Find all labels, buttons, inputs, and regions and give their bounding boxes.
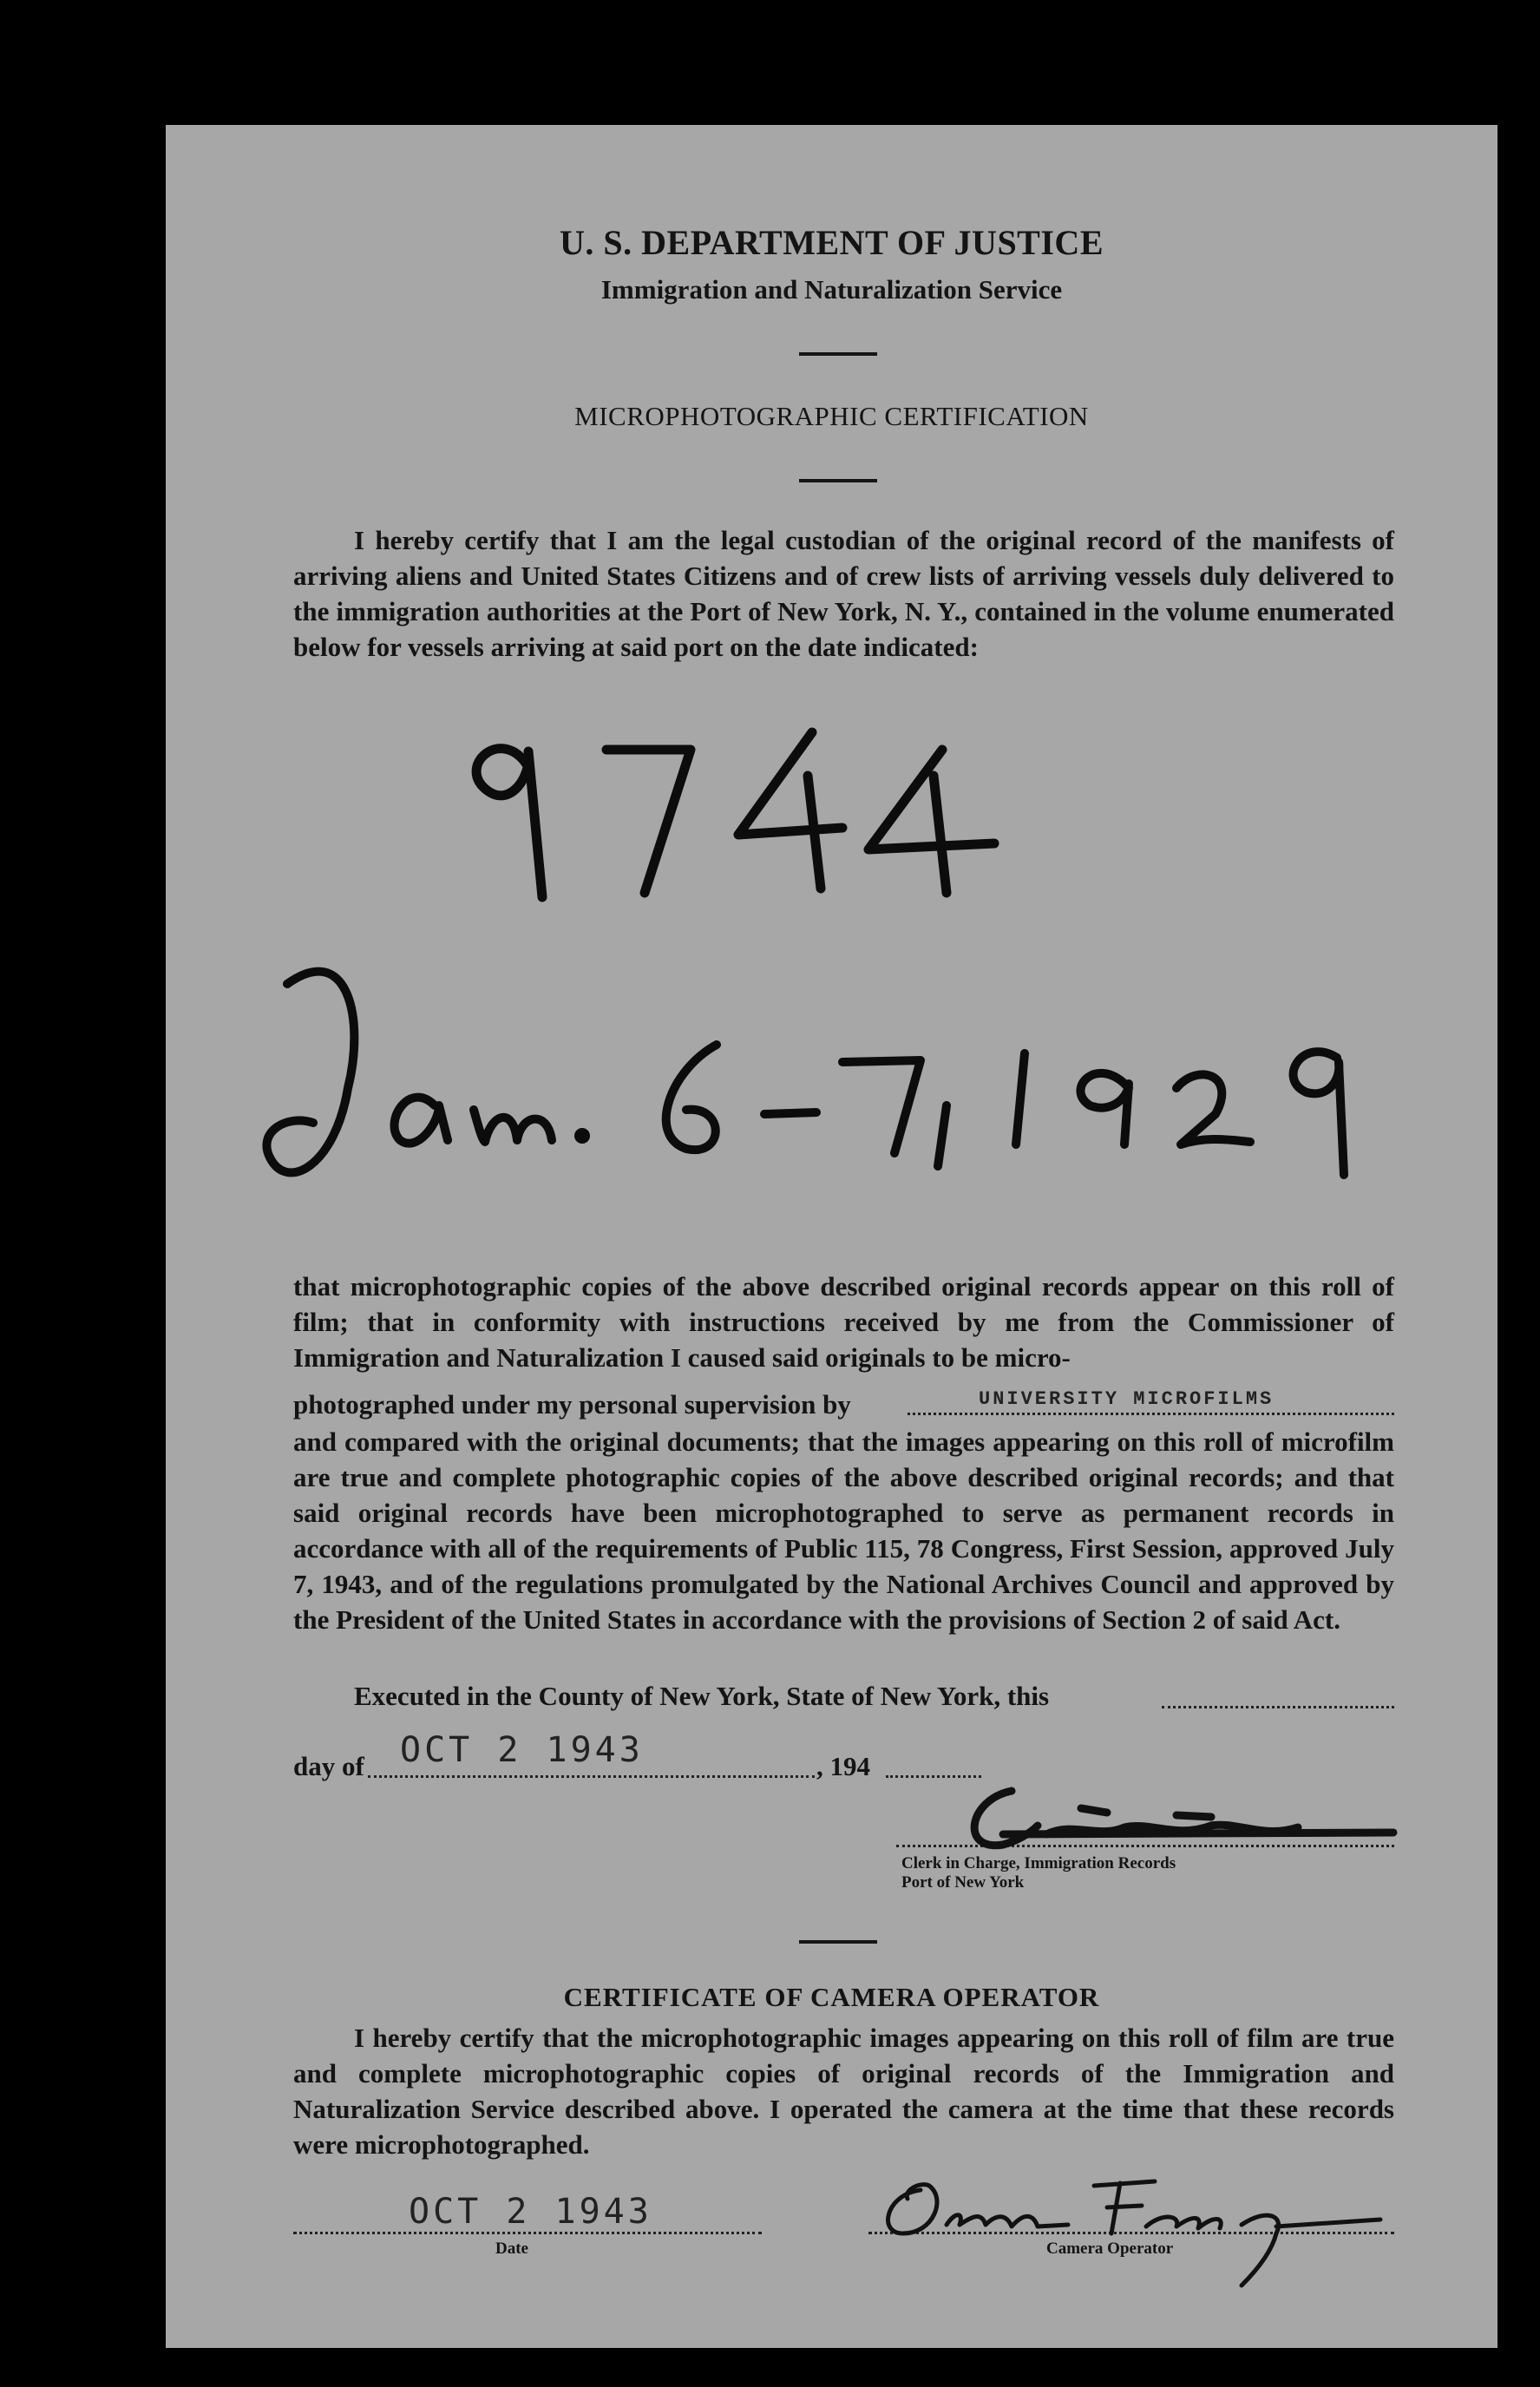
year-suffix: , 194 — [816, 1751, 870, 1781]
divider — [799, 479, 877, 482]
department-heading: U. S. DEPARTMENT OF JUSTICE — [560, 223, 1104, 262]
camera-operator-signature — [868, 2164, 1406, 2294]
day-of-line — [368, 1775, 815, 1778]
clerk-signature — [951, 1774, 1402, 1860]
certificate-page — [166, 125, 1497, 2348]
handwritten-volume-number — [461, 715, 1328, 915]
divider — [799, 352, 877, 356]
handwritten-date — [252, 958, 1424, 1218]
camera-operator-label: Camera Operator — [1046, 2239, 1174, 2258]
executed-day-line — [1162, 1706, 1394, 1708]
camera-date-stamp: OCT 2 1943 — [409, 2192, 652, 2232]
day-of-label: day of — [293, 1751, 364, 1781]
date-text: Jan. 6-7, 1929 — [252, 958, 258, 959]
execution-date-stamp: OCT 2 1943 — [400, 1730, 644, 1770]
clerk-office: Port of New York — [901, 1873, 1025, 1892]
intro-paragraph: I hereby certify that I am the legal custodian of the original record of the manifests of arriving aliens and United States Citizens and of crew lists of arriving vessels duly delivered to the immigration authorities at the Port of New York, N. Y., contained in the volume enumerated below for vessels arriving at said port on the date indicated: — [293, 525, 1394, 662]
executed-text: Executed in the County of New York, State of New York, this — [354, 1681, 1050, 1711]
supervision-prefix: photographed under my personal supervision by — [293, 1389, 851, 1420]
date-label: Date — [495, 2239, 528, 2258]
filmed-by-line — [908, 1413, 1394, 1415]
volume-number-text: 9744 — [461, 715, 462, 716]
camera-operator-paragraph: I hereby certify that the microphotographic images appearing on this roll of film are true and complete microphotographic copies of original records of the Immigration and Naturalization Service described above. I operated the camera at the time that these records were microphotographed. — [293, 2023, 1394, 2160]
camera-operator-heading: CERTIFICATE OF CAMERA OPERATOR — [563, 1982, 1100, 2012]
certification-title: MICROPHOTOGRAPHIC CERTIFICATION — [574, 401, 1089, 431]
body-paragraph-part1: that microphotographic copies of the above described original records appear on this roll of film; that in conformity with instructions received by me from the Commissioner of Immigration and Naturalization I caused said originals to be micro- — [293, 1271, 1394, 1373]
clerk-title: Clerk in Charge, Immigration Records — [901, 1854, 1176, 1872]
body-paragraph-part2: and compared with the original documents; that the images appearing on this roll of microfilm are true and complete photographic copies of the above described original records; and that said original records have been microphotographed to serve as permanent records in accordance with all of the requirements of Public 115, 78 Congress, First Session, approved July 7, 1943, and of the regulations promulgated by the National Archives Council and approved by the President of the United States in accordance with the provisions of Section 2 of said Act. — [293, 1426, 1394, 1635]
date-line — [293, 2232, 762, 2234]
divider — [799, 1940, 877, 1944]
service-subheading: Immigration and Naturalization Service — [600, 274, 1063, 305]
filmed-by-value: UNIVERSITY MICROFILMS — [979, 1388, 1275, 1410]
